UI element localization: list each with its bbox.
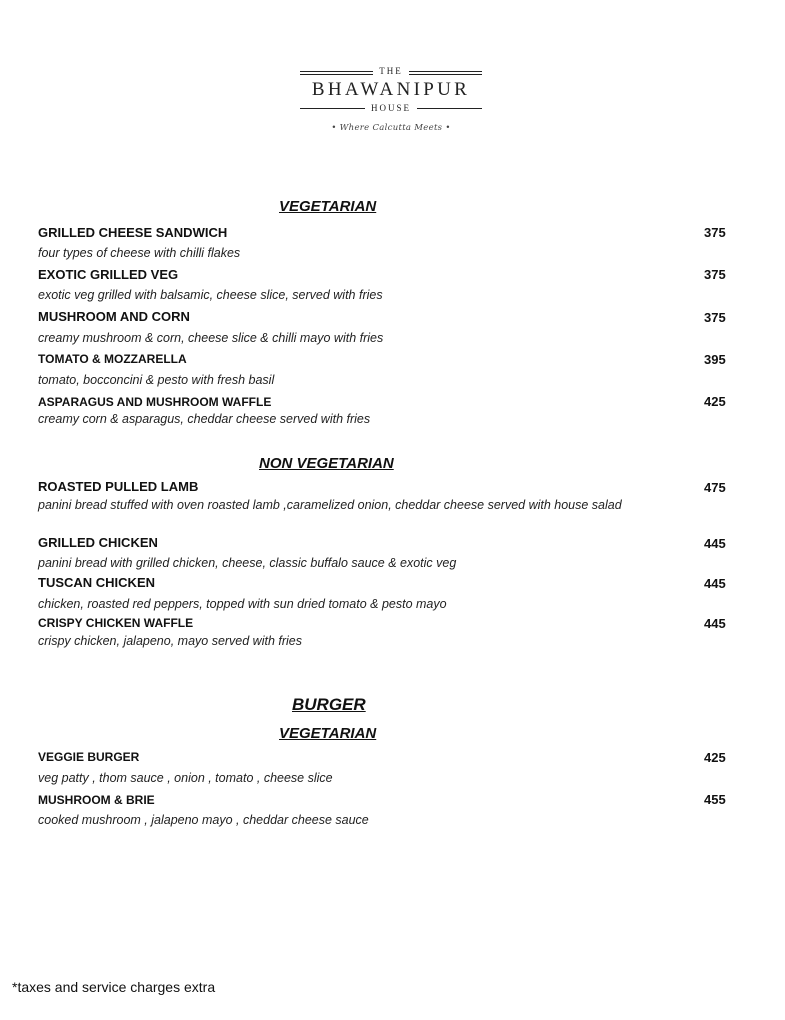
menu-item-name: ASPARAGUS AND MUSHROOM WAFFLE (38, 395, 272, 409)
section-subheading-vegetarian: VEGETARIAN (279, 725, 377, 742)
logo-tagline: • Where Calcutta Meets • (331, 123, 451, 133)
menu-item-name: TUSCAN CHICKEN (38, 575, 155, 590)
menu-item-description: creamy mushroom & corn, cheese slice & chilli mayo with fries (38, 331, 384, 345)
menu-item-description: panini bread with grilled chicken, cheese, classic buffalo sauce & exotic veg (38, 556, 457, 570)
logo-name-text: BHAWANIPUR (311, 79, 471, 100)
section-heading-burger: BURGER (292, 695, 366, 714)
menu-item-description: tomato, bocconcini & pesto with fresh basil (38, 373, 275, 387)
section-heading-vegetarian: VEGETARIAN (279, 198, 377, 215)
section-heading-non-vegetarian: NON VEGETARIAN (259, 455, 394, 472)
menu-item-name: CRISPY CHICKEN WAFFLE (38, 616, 194, 630)
menu-item-description: crispy chicken, jalapeno, mayo served with fries (38, 634, 303, 648)
menu-item-description: creamy corn & asparagus, cheddar cheese served with fries (38, 412, 371, 426)
menu-item-price: 395 (704, 352, 726, 367)
menu-item-price: 445 (704, 616, 726, 631)
menu-item-name: GRILLED CHICKEN (38, 535, 158, 550)
menu-item-price: 375 (704, 225, 726, 240)
restaurant-logo (300, 66, 482, 133)
menu-item-price: 445 (704, 536, 726, 551)
logo-the-text: THE (379, 66, 403, 76)
menu-item-name: GRILLED CHEESE SANDWICH (38, 225, 228, 240)
menu-item-name: VEGGIE BURGER (38, 750, 140, 764)
menu-item-description: panini bread stuffed with oven roasted lamb ,caramelized onion, cheddar cheese served with house salad (38, 498, 622, 512)
logo-house-text: HOUSE (371, 103, 412, 113)
menu-item-description: chicken, roasted red peppers, topped with sun dried tomato & pesto mayo (38, 597, 447, 611)
menu-item-price: 475 (704, 480, 726, 495)
menu-item-price: 445 (704, 576, 726, 591)
menu-item-price: 455 (704, 792, 726, 807)
menu-item-price: 425 (704, 750, 726, 765)
menu-item-name: MUSHROOM & BRIE (38, 793, 155, 807)
menu-item-name: ROASTED PULLED LAMB (38, 479, 199, 494)
menu-item-description: exotic veg grilled with balsamic, cheese slice, served with fries (38, 288, 383, 302)
menu-item-description: four types of cheese with chilli flakes (38, 246, 241, 260)
menu-item-description: cooked mushroom , jalapeno mayo , cheddar cheese sauce (38, 813, 369, 827)
menu-item-name: EXOTIC GRILLED VEG (38, 267, 179, 282)
menu-item-name: MUSHROOM AND CORN (38, 309, 190, 324)
menu-item-description: veg patty , thom sauce , onion , tomato , cheese slice (38, 771, 333, 785)
menu-item-price: 375 (704, 310, 726, 325)
menu-item-name: TOMATO & MOZZARELLA (38, 352, 187, 366)
menu-item-price: 375 (704, 267, 726, 282)
menu-item-price: 425 (704, 394, 726, 409)
footnote: *taxes and service charges extra (12, 979, 216, 995)
